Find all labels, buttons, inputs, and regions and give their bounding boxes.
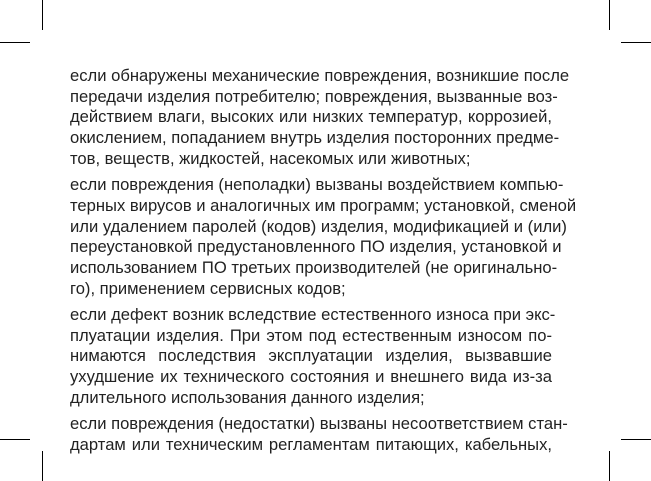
paragraph-standards-mismatch <box>70 414 568 455</box>
crop-mark-top-right-horizontal <box>621 42 651 43</box>
crop-mark-bottom-left-vertical <box>42 451 43 481</box>
text-line: если повреждения (неполадки) вызваны воздействием компью- <box>70 175 564 195</box>
text-line: ухудшение их технического состояния и внешнего вида из-за <box>70 367 552 387</box>
text-line: длительного использования данного изделия; <box>70 387 425 407</box>
text-line: действием влаги, высоких или низких температур, коррозией, <box>70 107 552 127</box>
text-line: если дефект возник вследствие естественного износа при экс- <box>70 304 556 324</box>
text-line: переустановкой предустановленного ПО изделия, установкой и <box>70 237 562 257</box>
crop-mark-bottom-right-vertical <box>609 451 610 481</box>
text-line: дартам или техническим регламентам питающих, кабельных, <box>70 434 552 454</box>
text-line: или удалением паролей (кодов) изделия, модификацией и (или) <box>70 216 567 236</box>
document-body <box>70 66 577 461</box>
paragraph-mechanical-damage <box>70 66 570 170</box>
text-line: если обнаружены механические повреждения, возникшие после <box>70 66 570 85</box>
crop-mark-top-left-horizontal <box>0 42 30 43</box>
text-line: передачи изделия потребителю; повреждения, вызванные воз- <box>70 86 558 106</box>
text-line: окислением, попаданием внутрь изделия посторонних предме- <box>70 128 560 148</box>
crop-mark-bottom-right-horizontal <box>621 439 651 440</box>
text-line: тов, веществ, жидкостей, насекомых или животных; <box>70 148 471 168</box>
text-line: терных вирусов и аналогичных им программ; установкой, сменой <box>70 195 577 215</box>
paragraph-software-issues <box>70 175 577 299</box>
text-line: нимаются последствия эксплуатации изделия, вызвавшие <box>70 346 552 366</box>
text-line: плуатации изделия. При этом под естественным износом по- <box>70 325 552 345</box>
text-line: если повреждения (недостатки) вызваны несоответствием стан- <box>70 414 568 434</box>
text-line: использованием ПО третьих производителей (не оригинально- <box>70 257 558 277</box>
crop-mark-top-left-vertical <box>42 0 43 30</box>
crop-mark-top-right-vertical <box>609 0 610 30</box>
crop-mark-bottom-left-horizontal <box>0 439 30 440</box>
text-line: го), применением сервисных кодов; <box>70 278 346 298</box>
paragraph-natural-wear <box>70 304 556 409</box>
